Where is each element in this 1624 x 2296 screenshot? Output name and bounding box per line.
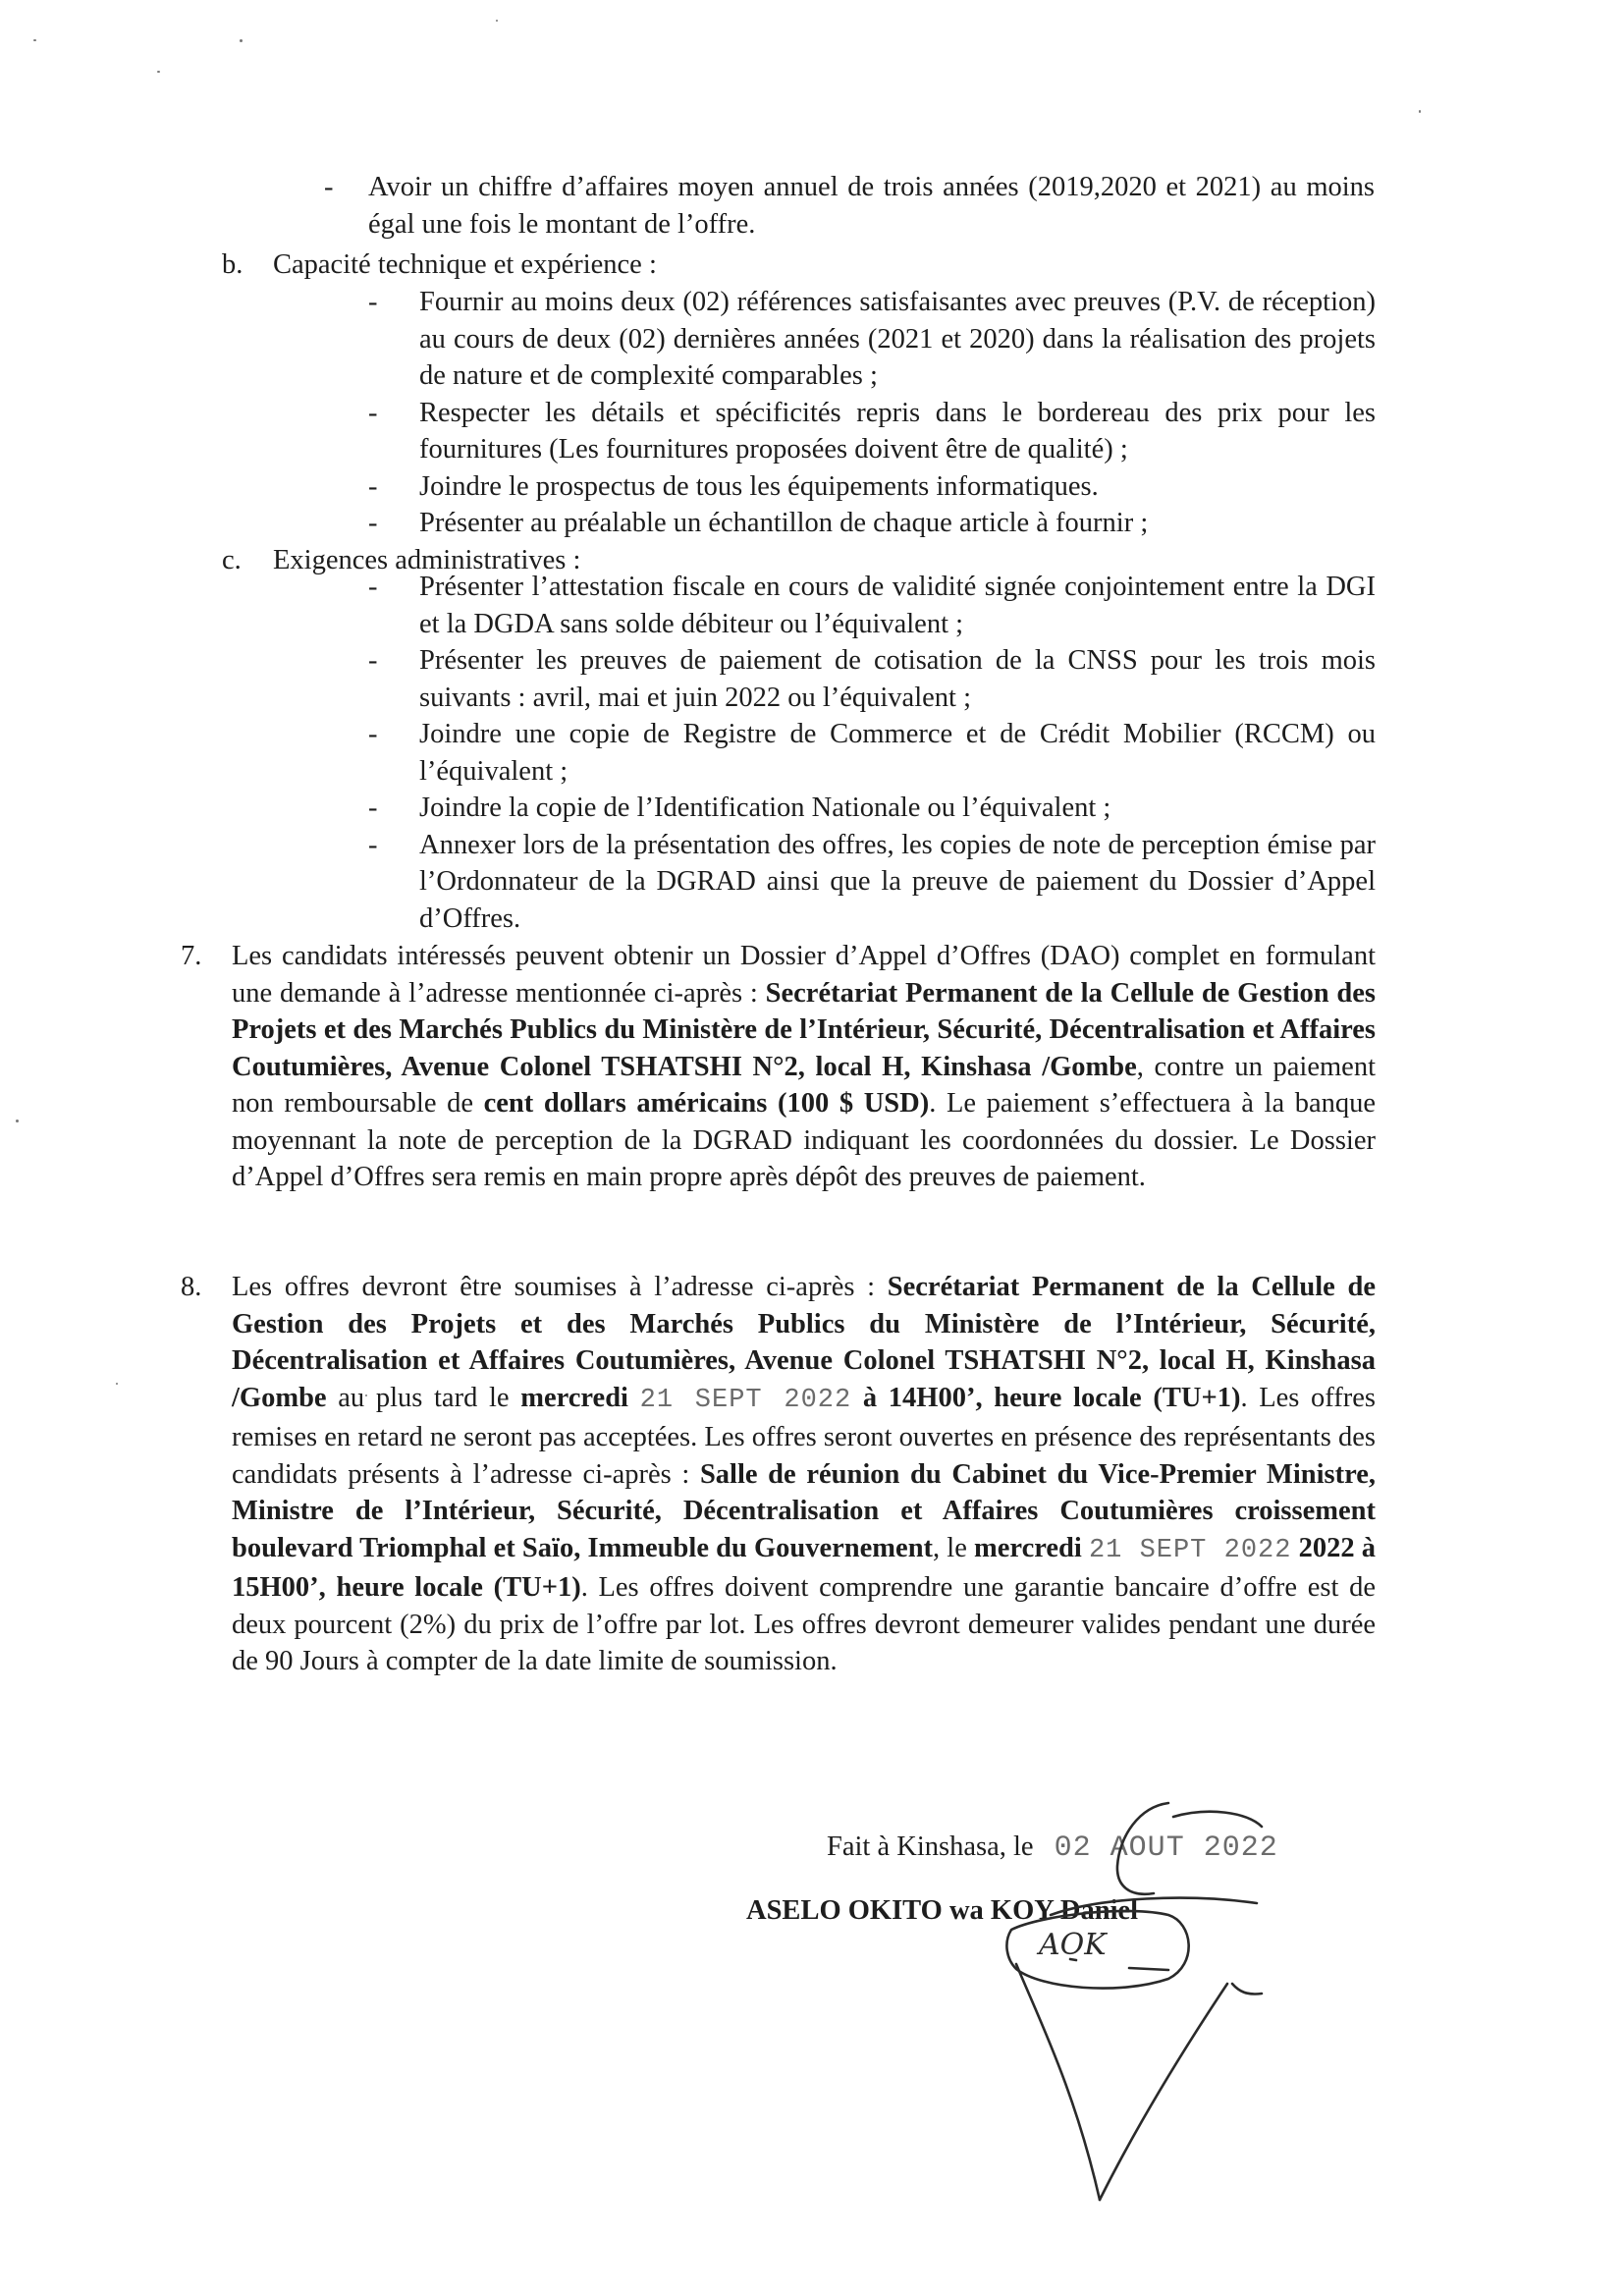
signature-initials: AOK — [1039, 1928, 1107, 1962]
address-bold: Secrétariat Permanent de la Cellule de Gestion des Projets et des Marchés Publics du Ministère de l’Intérieur, Sécurité, Décentralisation et Affaires Coutumières, Avenue Colonel TSHATSHI N°2, local H, Kinshasa /Gombe — [232, 1272, 1376, 1413]
text-run: au plus tard le — [326, 1382, 521, 1413]
list-item: Fournir au moins deux (02) références satisfaisantes avec preuves (P.V. de réception) au cours de deux (02) dernières années (2021 et 2020) dans la réalisation des projets de nature et de complexité comparables ; — [419, 287, 1376, 391]
criteria-b-section — [222, 246, 1376, 284]
dash-bullet: - — [368, 719, 378, 749]
section-letter: c. — [222, 545, 242, 575]
paragraph-number: 7. — [181, 941, 202, 971]
text-run: Les candidats intéressés peuvent obtenir un Dossier d’Appel d’Offres (DAO) complet en formulant une demande à l’adresse mentionnée ci-après : — [232, 941, 1376, 1009]
criteria-a-item: Avoir un chiffre d’affaires moyen annuel de trois années (2019,2020 et 2021) au moins égal une fois le montant de l’offre. — [368, 172, 1375, 240]
amount-bold: cent dollars américains (100 $ USD) — [483, 1088, 930, 1119]
list-item: Présenter les preuves de paiement de cotisation de la CNSS pour les trois mois suivants : avril, mai et juin 2022 ou l’équivalent ; — [419, 645, 1376, 713]
paragraph-number: 8. — [181, 1272, 202, 1302]
date-stamp: 21 SEPT 2022 — [1088, 1535, 1292, 1565]
time-bold: 2022 à 15H00’, heure locale (TU+1) — [232, 1532, 1376, 1603]
date-stamp: 02 AOUT 2022 — [1054, 1831, 1278, 1865]
handwritten-signature — [982, 1768, 1296, 2210]
list-item: Joindre une copie de Registre de Commerce et de Crédit Mobilier (RCCM) ou l’équivalent ; — [419, 719, 1376, 787]
section-letter: b. — [222, 249, 244, 280]
criteria-a-list — [324, 169, 1375, 243]
text-run: Les offres devront être soumises à l’adresse ci-après : — [232, 1272, 888, 1302]
dash-bullet: - — [324, 172, 334, 202]
text-run: . Le paiement s’effectuera à la banque moyennant la note de perception de la DGRAD indiquant les coordonnées du dossier. Le Dossier d’Appel d’Offres sera remis en main propre après dépôt des preuves de paiement. — [232, 1088, 1377, 1192]
criteria-b-list — [368, 284, 1376, 542]
list-item: Présenter au préalable un échantillon de chaque article à fournir ; — [419, 508, 1149, 538]
weekday-bold: mercredi — [520, 1382, 628, 1413]
text-run: , le — [933, 1532, 975, 1563]
paragraph-8 — [181, 1269, 1376, 1680]
dash-bullet: - — [368, 645, 378, 676]
signatory-name: ASELO OKITO wa KOY Daniel — [746, 1895, 1139, 1926]
paragraph-7 — [181, 938, 1376, 1196]
text-run: , contre un paiement non remboursable de — [232, 1051, 1376, 1119]
dash-bullet: - — [368, 397, 378, 428]
dash-bullet: - — [368, 793, 378, 823]
list-item: Annexer lors de la présentation des offres, les copies de note de perception émise par l’Ordonnateur de la DGRAD ainsi que la preuve de paiement du Dossier d’Appel d’Offres. — [419, 829, 1376, 934]
weekday-bold: mercredi — [974, 1532, 1082, 1563]
list-item: Joindre le prospectus de tous les équipements informatiques. — [419, 470, 1099, 502]
text-run: . Les offres remises en retard ne seront pas acceptées. Les offres seront ouvertes en présence des représentants des candidats présents à l’adresse ci-après : — [232, 1382, 1377, 1490]
section-heading: Exigences administratives : — [273, 545, 581, 575]
dash-bullet: - — [368, 508, 378, 538]
dash-bullet: - — [368, 572, 378, 602]
text-run: . Les offres doivent comprendre une garantie bancaire d’offre est de deux pourcent (2%) du prix de l’offre par lot. Les offres devront demeurer valides pendant une durée de 90 Jours à compter de la date limite de soumission. — [232, 1572, 1376, 1676]
time-bold: à 14H00’, heure locale (TU+1) — [862, 1382, 1241, 1413]
paragraph-8-text — [232, 1269, 1376, 1680]
list-item: Présenter l’attestation fiscale en cours de validité signée conjointement entre la DGI et la DGDA sans solde débiteur ou l’équivalent ; — [419, 572, 1376, 639]
dash-bullet: - — [368, 470, 378, 502]
address-bold: Secrétariat Permanent de la Cellule de Gestion des Projets et des Marchés Publics du Ministère de l’Intérieur, Sécurité, Décentralisation et Affaires Coutumières, Avenue Colonel TSHATSHI N°2, local H, Kinshasa /Gombe — [232, 977, 1376, 1082]
place-label: Fait à Kinshasa, le — [827, 1831, 1034, 1862]
dash-bullet: - — [368, 829, 378, 860]
list-item: Respecter les détails et spécificités repris dans le bordereau des prix pour les fournitures (Les fournitures proposées doivent être de qualité) ; — [419, 397, 1376, 465]
section-heading: Capacité technique et expérience : — [273, 249, 657, 280]
list-item: Joindre la copie de l’Identification Nationale ou l’équivalent ; — [419, 793, 1111, 823]
paragraph-7-text — [232, 938, 1376, 1196]
dash-bullet: - — [368, 287, 378, 317]
date-stamp: 21 SEPT 2022 — [639, 1385, 852, 1415]
venue-bold: Salle de réunion du Cabinet du Vice-Premier Ministre, Ministre de l’Intérieur, Sécurité, Décentralisation et Affaires Coutumières croissement boulevard Triomphal et Saïo, Immeuble du Gouvernement — [232, 1458, 1376, 1563]
criteria-c-list — [368, 569, 1376, 937]
